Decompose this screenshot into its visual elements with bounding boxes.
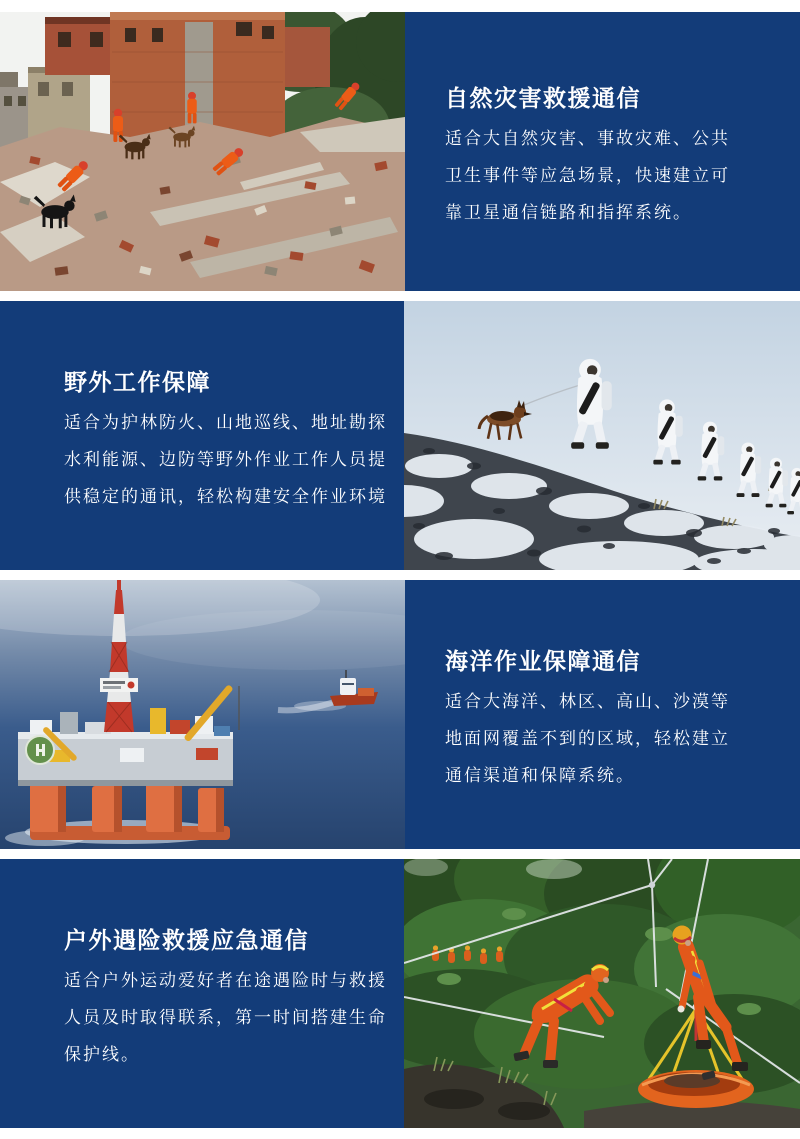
section-line: 保护线。	[64, 1045, 140, 1064]
section-title: 户外遇险救援应急通信	[64, 927, 309, 953]
section-line: 人员及时取得联系，第一时间搭建生命	[64, 1008, 387, 1027]
earthquake-rescue-photo	[0, 12, 405, 291]
section-line: 适合大自然灾害、事故灾难、公共	[445, 129, 730, 148]
section-line: 适合户外运动爱好者在途遇险时与救援	[64, 971, 387, 990]
rescue-basket	[638, 1070, 754, 1108]
rope-rescue-illustration	[404, 859, 800, 1128]
section-line: 适合为护林防火、山地巡线、地址勘探	[64, 413, 387, 432]
section-line: 靠卫星通信链路和指挥系统。	[445, 203, 692, 222]
section-line: 卫生事件等应急场景，快速建立可	[445, 166, 730, 185]
winter-border-patrol-photo	[404, 301, 800, 570]
winter-patrol-illustration	[404, 301, 800, 570]
section-line: 通信渠道和保障系统。	[445, 766, 635, 785]
outdoor-distress-text-panel	[0, 859, 404, 1128]
offshore-platform-illustration	[0, 580, 405, 849]
section-outdoor-distress	[0, 859, 800, 1128]
earthquake-rescue-illustration	[0, 12, 405, 291]
section-line: 适合大海洋、林区、高山、沙漠等	[445, 692, 730, 711]
section-line: 水利能源、边防等野外作业工作人员提	[64, 450, 387, 469]
section-title: 野外工作保障	[64, 369, 211, 395]
section-title: 自然灾害救援通信	[445, 85, 641, 111]
section-ocean-operation	[0, 580, 800, 849]
section-title: 海洋作业保障通信	[445, 648, 641, 674]
section-line: 供稳定的通讯，轻松构建安全作业环境	[64, 487, 387, 506]
section-field-work	[0, 301, 800, 570]
section-line: 地面网覆盖不到的区域，轻松建立	[445, 729, 730, 748]
offshore-oil-platform-photo	[0, 580, 405, 849]
ocean-operation-text-panel	[405, 580, 800, 849]
field-work-text-panel	[0, 301, 404, 570]
natural-disaster-text-panel	[405, 12, 800, 291]
outdoor-rope-rescue-photo	[404, 859, 800, 1128]
section-natural-disaster	[0, 12, 800, 291]
